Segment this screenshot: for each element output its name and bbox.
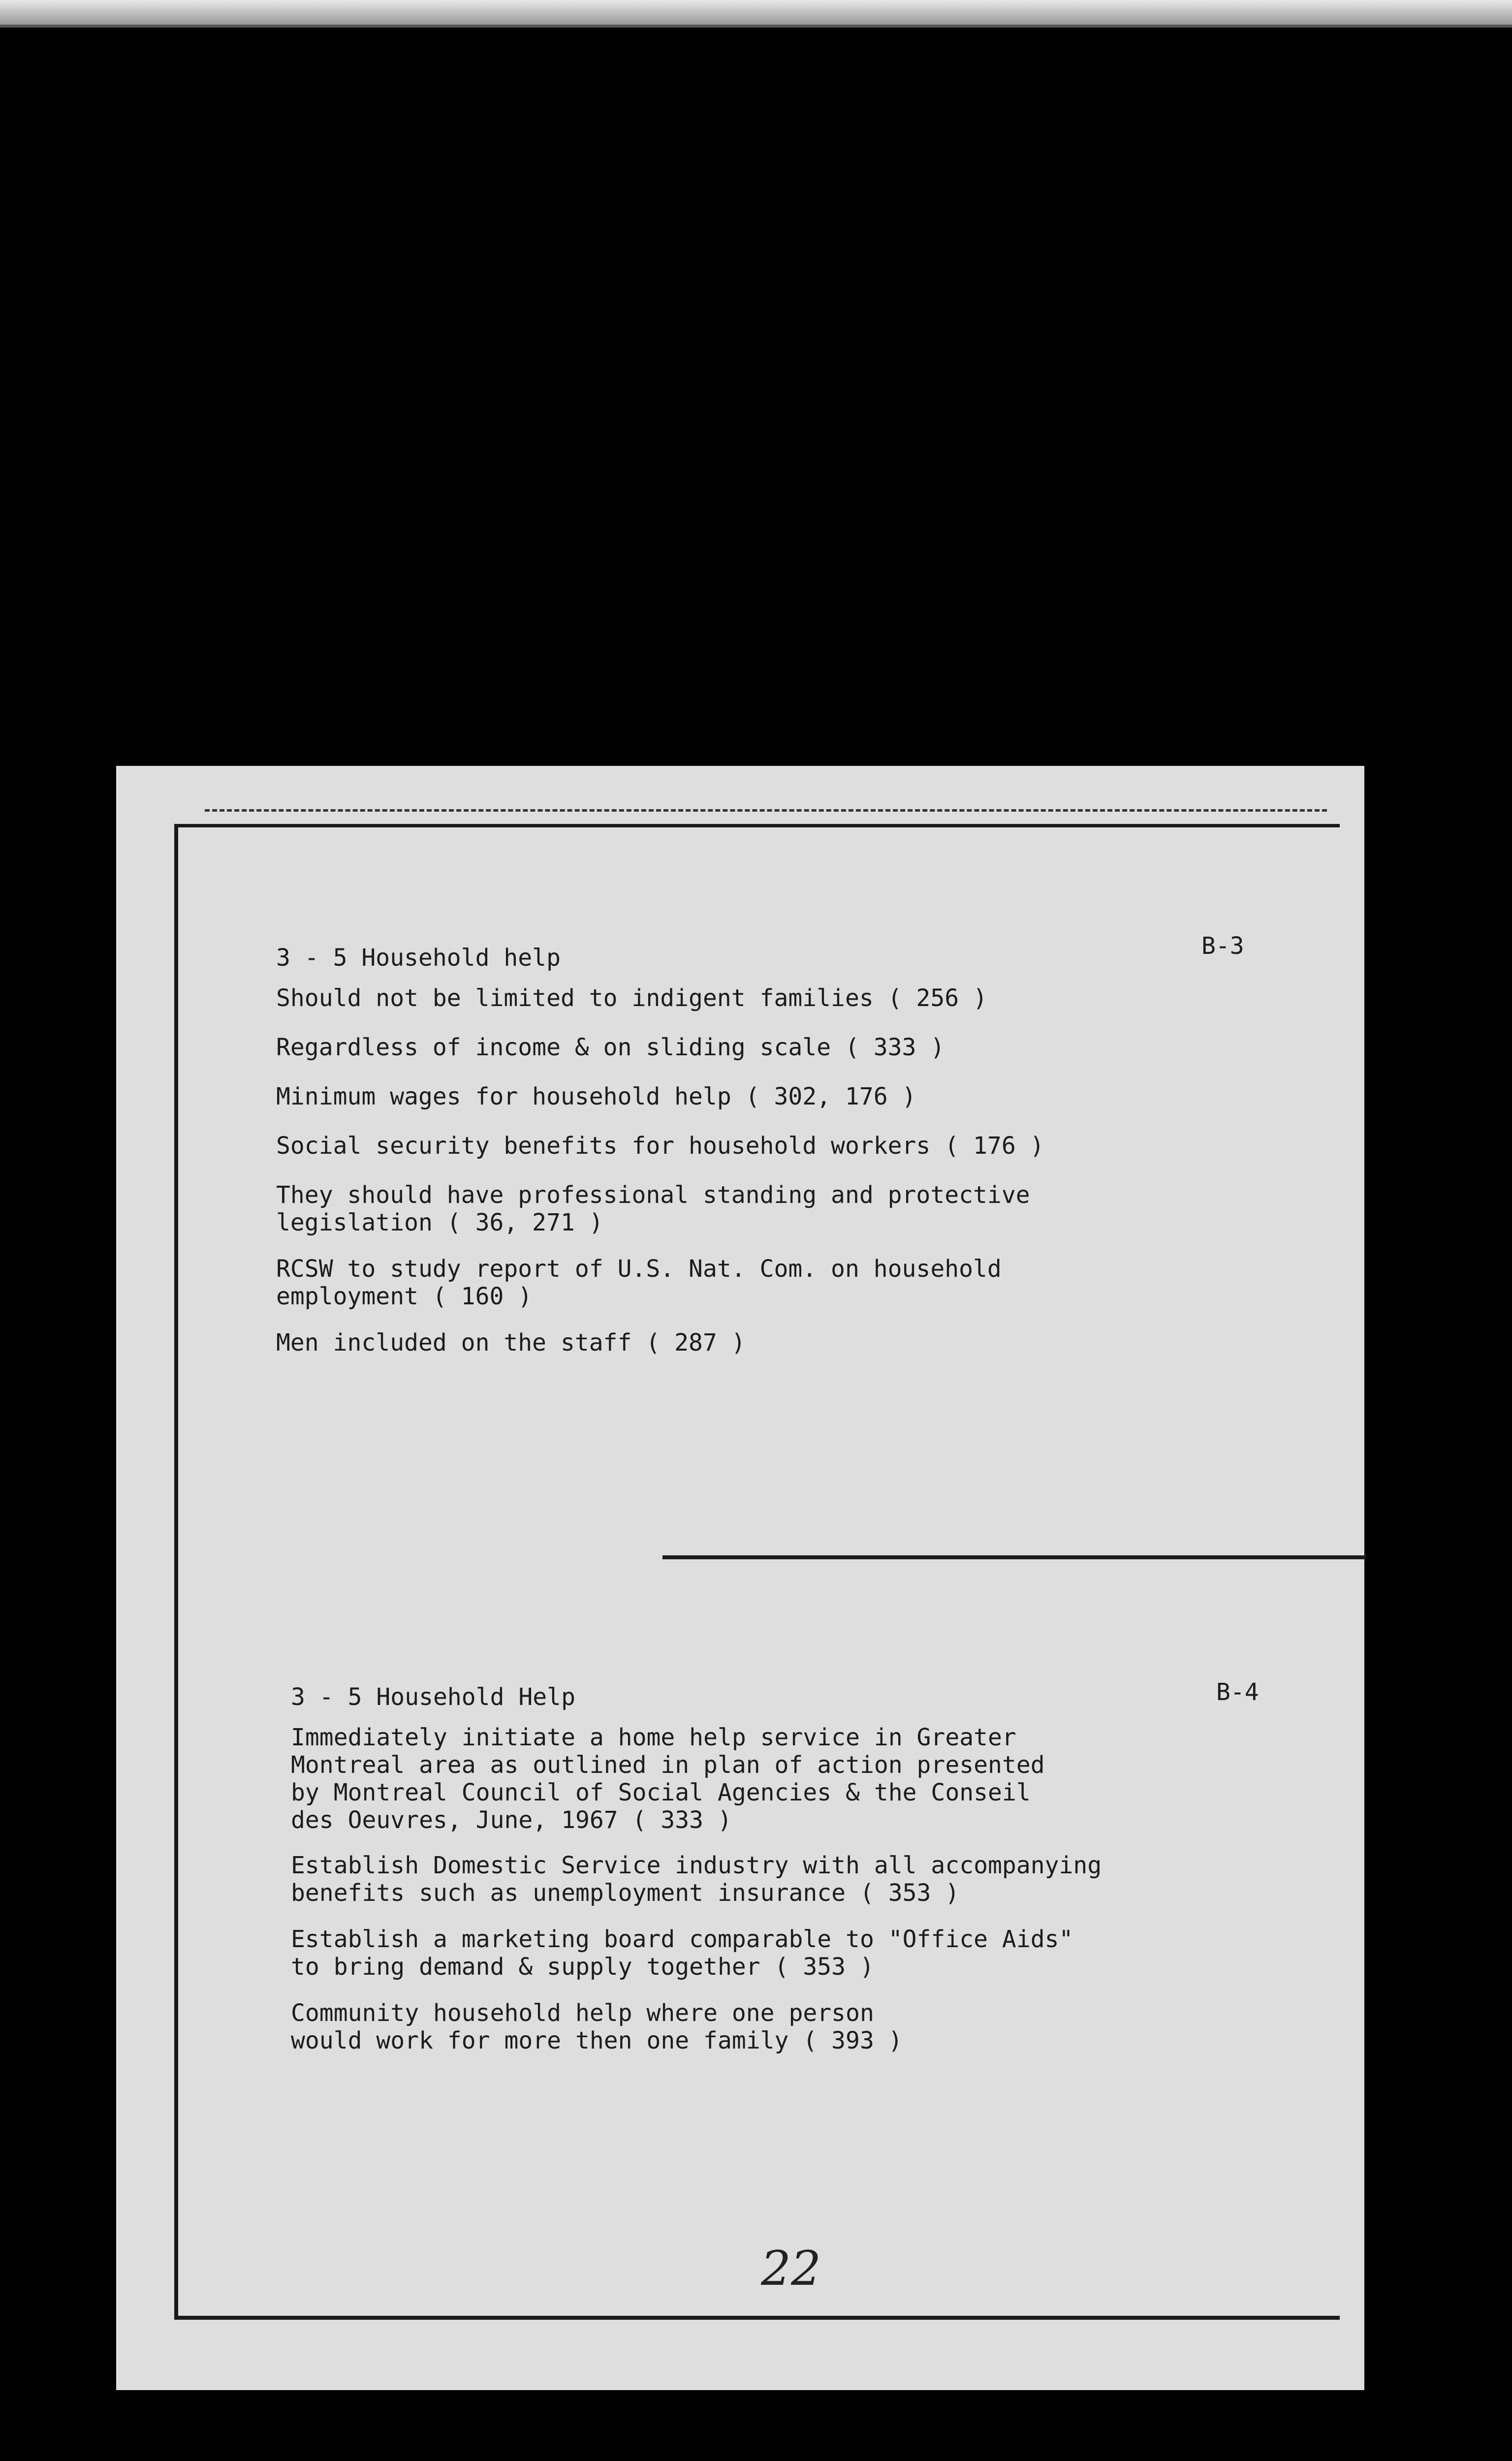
section-b3 (276, 932, 1334, 1387)
section-code: B-4 (1216, 1678, 1259, 1706)
section-heading: 3 - 5 Household Help (291, 1683, 575, 1711)
list-item: Minimum wages for household help ( 302, 176 ) (276, 1083, 916, 1110)
list-item: Establish Domestic Service industry with all accompanying benefits such as unemployment insurance ( 353 ) (291, 1852, 1102, 1907)
list-item: Immediately initiate a home help service in Greater Montreal area as outlined in plan of action presented by Montreal Council of Social Agencies & the Conseil des Oeuvres, June, 1967 ( 333 ) (291, 1724, 1045, 1834)
top-dashed-rule (205, 809, 1327, 812)
list-item: Social security benefits for household workers ( 176 ) (276, 1132, 1044, 1160)
section-code: B-3 (1201, 932, 1244, 960)
film-edge (0, 0, 1512, 28)
section-b4 (291, 1678, 1349, 2126)
section-heading: 3 - 5 Household help (276, 944, 561, 972)
page-number: 22 (761, 2241, 821, 2296)
section-divider (662, 1555, 1366, 1559)
list-item: Regardless of income & on sliding scale ( 333 ) (276, 1034, 945, 1061)
list-item: RCSW to study report of U.S. Nat. Com. on household employment ( 160 ) (276, 1255, 1002, 1310)
index-card (116, 766, 1364, 2390)
list-item: They should have professional standing and protective legislation ( 36, 271 ) (276, 1181, 1030, 1236)
list-item: Establish a marketing board comparable to "Office Aids" to bring demand & supply together ( 353 ) (291, 1925, 1073, 1981)
list-item: Community household help where one person would work for more then one family ( 393 ) (291, 1999, 903, 2054)
list-item: Should not be limited to indigent families ( 256 ) (276, 984, 987, 1012)
list-item: Men included on the staff ( 287 ) (276, 1329, 746, 1357)
